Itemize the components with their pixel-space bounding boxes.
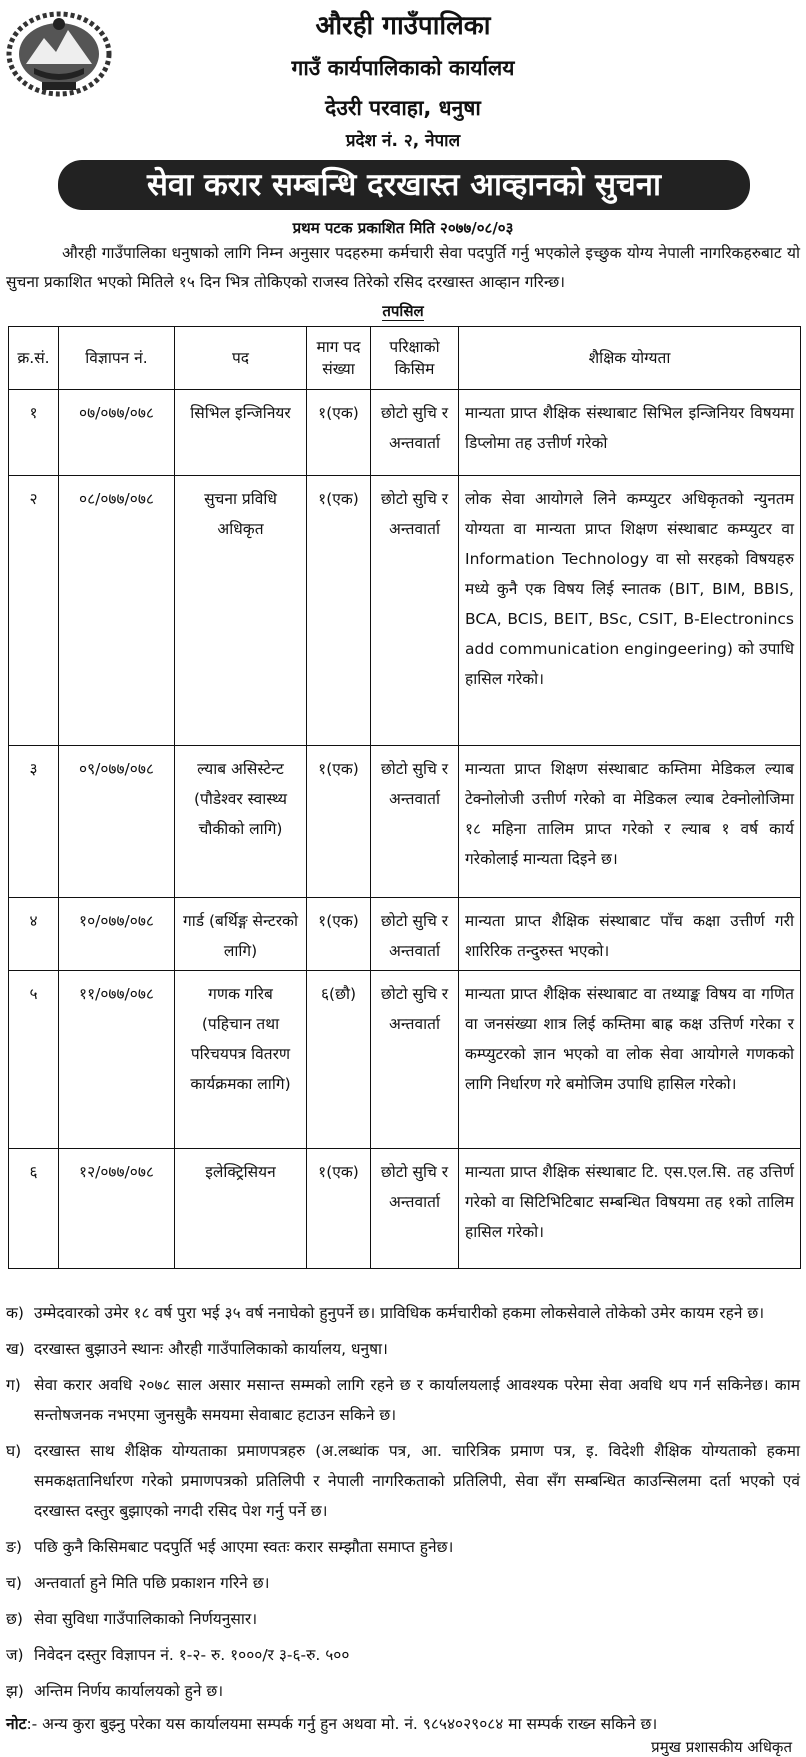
- note-text: अन्तवार्ता हुने मिति पछि प्रकाशन गरिने छ।: [34, 1574, 270, 1592]
- cell-ad-no: ०८/०७७/०७८: [59, 476, 175, 746]
- office-name: गाउँ कार्यपालिकाको कार्यालय: [291, 56, 515, 80]
- note-key: ग): [6, 1376, 21, 1394]
- table-row: [9, 971, 801, 1149]
- note-text: पछि कुनै किसिमबाट पदपुर्ति भई आएमा स्वतः करार सम्झौता समाप्त हुनेछ।: [34, 1538, 454, 1556]
- table-header-row: [9, 327, 801, 390]
- notice-title-banner: सेवा करार सम्बन्धि दरखास्त आव्हानको सुचना: [58, 160, 750, 210]
- cell-sn: १: [9, 390, 59, 476]
- intro-paragraph: औरही गाउँपालिका धनुषाको लागि निम्न अनुसार पदहरुमा कर्मचारी सेवा पदपुर्ति गर्नु भएकोले इच्छुक योग्य नेपाली नागरिकहरुबाट यो सुचना प्रकाशित भएको मितिले १५ दिन भित्र तोकिएको राजस्व तिरेको रसिद दरखास्त आव्हान गरिन्छ।: [6, 244, 800, 291]
- note-key: घ): [6, 1442, 22, 1460]
- note-key: ख): [6, 1340, 25, 1358]
- note-text: दरखास्त साथ शैक्षिक योग्यताका प्रमाणपत्रहरु (अ.लब्धांक पत्र, आ. चारित्रिक प्रमाण पत्र, इ. विदेशी शैक्षिक योग्यताको हकमा समकक्षतानिर्धारण गरेको प्रमाणपत्रको प्रतिलिपी र नेपाली नागरिकताको प्रतिलिपी, सेवा सँग सम्बन्धित काउन्सिलमा दर्ता भएको एवं दरखास्त दस्तुर बुझाएको नगदी रसिद पेश गर्नु पर्ने छ।: [34, 1442, 800, 1520]
- cell-exam: छोटो सुचि र अन्तवार्ता: [371, 971, 459, 1149]
- cell-qualification: लोक सेवा आयोगले लिने कम्प्युटर अधिकृतको न्युनतम योग्यता वा मान्यता प्राप्त शिक्षण संस्थाबाट कम्प्युटर वा Information Technology वा सो सरहको विषयहरु मध्ये कुनै एक विषय लिई स्नातक (BIT, BIM, BBIS, BCA, BCIS, BEIT, BSc, CSIT, B-Electronincs add communication engingeering) को उपाधि हासिल गरेको।: [459, 476, 801, 746]
- cell-exam: छोटो सुचि र अन्तवार्ता: [371, 1149, 459, 1269]
- cell-qualification: मान्यता प्राप्त शैक्षिक संस्थाबाट पाँच कक्षा उत्तीर्ण गरी शारिरिक तन्दुरुस्त भएको।: [459, 898, 801, 971]
- cell-ad-no: ०७/०७७/०७८: [59, 390, 175, 476]
- header-sn: क्र.सं.: [9, 327, 59, 390]
- list-item: [6, 1532, 800, 1562]
- office-address: देउरी परवाहा, धनुषा: [325, 96, 481, 120]
- note-key: च): [6, 1574, 22, 1592]
- cell-count: १(एक): [307, 746, 371, 898]
- table-row: [9, 476, 801, 746]
- province-line: प्रदेश नं. २, नेपाल: [345, 131, 461, 151]
- cell-count: १(एक): [307, 898, 371, 971]
- cell-post: सिभिल इन्जिनियर: [175, 390, 307, 476]
- note-key: क): [6, 1304, 24, 1322]
- cell-sn: ४: [9, 898, 59, 971]
- list-item: [6, 1370, 800, 1430]
- cell-ad-no: ०९/०७७/०७८: [59, 746, 175, 898]
- cell-ad-no: ११/०७७/०७८: [59, 971, 175, 1149]
- cell-count: १(एक): [307, 1149, 371, 1269]
- cell-exam: छोटो सुचि र अन्तवार्ता: [371, 898, 459, 971]
- cell-exam: छोटो सुचि र अन्तवार्ता: [371, 746, 459, 898]
- cell-count: १(एक): [307, 476, 371, 746]
- cell-exam: छोटो सुचि र अन्तवार्ता: [371, 476, 459, 746]
- signatory: प्रमुख प्रशासकीय अधिकृत: [651, 1738, 792, 1756]
- table-row: [9, 746, 801, 898]
- note-text: उम्मेदवारको उमेर १८ वर्ष पुरा भई ३५ वर्ष ननाघेको हुनुपर्ने छ। प्राविधिक कर्मचारीको हकमा लोकसेवाले तोकेको उमेर कायम रहने छ।: [34, 1304, 765, 1322]
- cell-ad-no: १२/०७७/०७८: [59, 1149, 175, 1269]
- cell-sn: ५: [9, 971, 59, 1149]
- table-row: [9, 1149, 801, 1269]
- cell-sn: २: [9, 476, 59, 746]
- conditions-list: [6, 1298, 800, 1712]
- note-text: सेवा करार अवधि २०७८ साल असार मसान्त सम्मको लागि रहने छ र कार्यालयलाई आवश्यक परेमा सेवा अवधि थप गर्न सकिनेछ। काम सन्तोषजनक नभएमा जुनसुकै समयमा सेवाबाट हटाउन सकिने छ।: [34, 1376, 800, 1424]
- cell-qualification: मान्यता प्राप्त शैक्षिक संस्थाबाट सिभिल इन्जिनियर विषयमा डिप्लोमा तह उत्तीर्ण गरेको: [459, 390, 801, 476]
- cell-post: सुचना प्रविधि अधिकृत: [175, 476, 307, 746]
- note-key: ज): [6, 1646, 24, 1664]
- note-text: सेवा सुविधा गाउँपालिकाको निर्णयनुसार।: [34, 1610, 258, 1628]
- header-exam: परिक्षाको किसिम: [371, 327, 459, 390]
- note-key: ङ): [6, 1538, 22, 1556]
- list-item: [6, 1568, 800, 1598]
- note-text: अन्तिम निर्णय कार्यालयको हुने छ।: [34, 1682, 224, 1700]
- table-row: [9, 898, 801, 971]
- list-item: [6, 1298, 800, 1328]
- header-qualification: शैक्षिक योग्यता: [459, 327, 801, 390]
- cell-exam: छोटो सुचि र अन्तवार्ता: [371, 390, 459, 476]
- list-item: [6, 1436, 800, 1526]
- table-caption: तपसिल: [382, 302, 424, 320]
- cell-post: गणक गरिब (पहिचान तथा परिचयपत्र वितरण कार्यक्रमका लागि): [175, 971, 307, 1149]
- remark-text: :- अन्य कुरा बुझ्नु परेका यस कार्यालयमा सम्पर्क गर्नु हुन अथवा मो. नं. ९८५४०२९०८४ मा सम्पर्क राख्न सकिने छ।: [26, 1715, 658, 1733]
- table-row: [9, 390, 801, 476]
- note-text: दरखास्त बुझाउने स्थानः औरही गाउँपालिकाको कार्यालय, धनुषा।: [34, 1340, 388, 1358]
- cell-sn: ६: [9, 1149, 59, 1269]
- cell-count: १(एक): [307, 390, 371, 476]
- note-key: छ): [6, 1610, 23, 1628]
- org-name: औरही गाउँपालिका: [315, 11, 491, 41]
- header-ad-no: विज्ञापन नं.: [59, 327, 175, 390]
- cell-qualification: मान्यता प्राप्त शैक्षिक संस्थाबाट टि. एस.एल.सि. तह उत्तिर्ण गरेको वा सिटिभिटिबाट सम्बन्धित विषयमा तह १को तालिम हासिल गरेको।: [459, 1149, 801, 1269]
- cell-ad-no: १०/०७७/०७८: [59, 898, 175, 971]
- cell-post: गार्ड (बर्थिङ्ग सेन्टरको लागि): [175, 898, 307, 971]
- cell-sn: ३: [9, 746, 59, 898]
- list-item: [6, 1334, 800, 1364]
- list-item: [6, 1676, 800, 1706]
- vacancy-table: [8, 326, 801, 1269]
- publish-date: प्रथम पटक प्रकाशित मिति २०७७/०८/०३: [292, 219, 514, 237]
- header-post: पद: [175, 327, 307, 390]
- note-text: निवेदन दस्तुर विज्ञापन नं. १-२- रु. १०००/र ३-६-रु. ५००: [34, 1646, 350, 1664]
- cell-qualification: मान्यता प्राप्त शिक्षण संस्थाबाट कम्तिमा मेडिकल ल्याब टेक्नोलोजी उत्तीर्ण गरेको वा मेडिकल ल्याब टेक्नोलोजिमा १८ महिना तालिम प्राप्त गरेको र ल्याब १ वर्ष कार्य गरेकोलाई मान्यता दिइने छ।: [459, 746, 801, 898]
- contact-remark: [6, 1712, 800, 1734]
- header-count: माग पद संख्या: [307, 327, 371, 390]
- cell-qualification: मान्यता प्राप्त शैक्षिक संस्थाबाट वा तथ्याङ्क विषय वा गणित वा जनसंख्या शात्र लिई कम्तिमा बाह्र कक्ष उत्तिर्ण गरेका र कम्प्युटरको ज्ञान भएको वा लोक सेवा आयोगले गणकको लागि निर्धारण गरे बमोजिम उपाधि हासिल गरेको।: [459, 971, 801, 1149]
- cell-post: इलेक्ट्रिसियन: [175, 1149, 307, 1269]
- list-item: [6, 1604, 800, 1634]
- cell-post: ल्याब असिस्टेन्ट (पौडेश्वर स्वास्थ्य चौकीको लागि): [175, 746, 307, 898]
- list-item: [6, 1640, 800, 1670]
- remark-label: नोट: [6, 1715, 27, 1733]
- note-key: झ): [6, 1682, 24, 1700]
- cell-count: ६(छौ): [307, 971, 371, 1149]
